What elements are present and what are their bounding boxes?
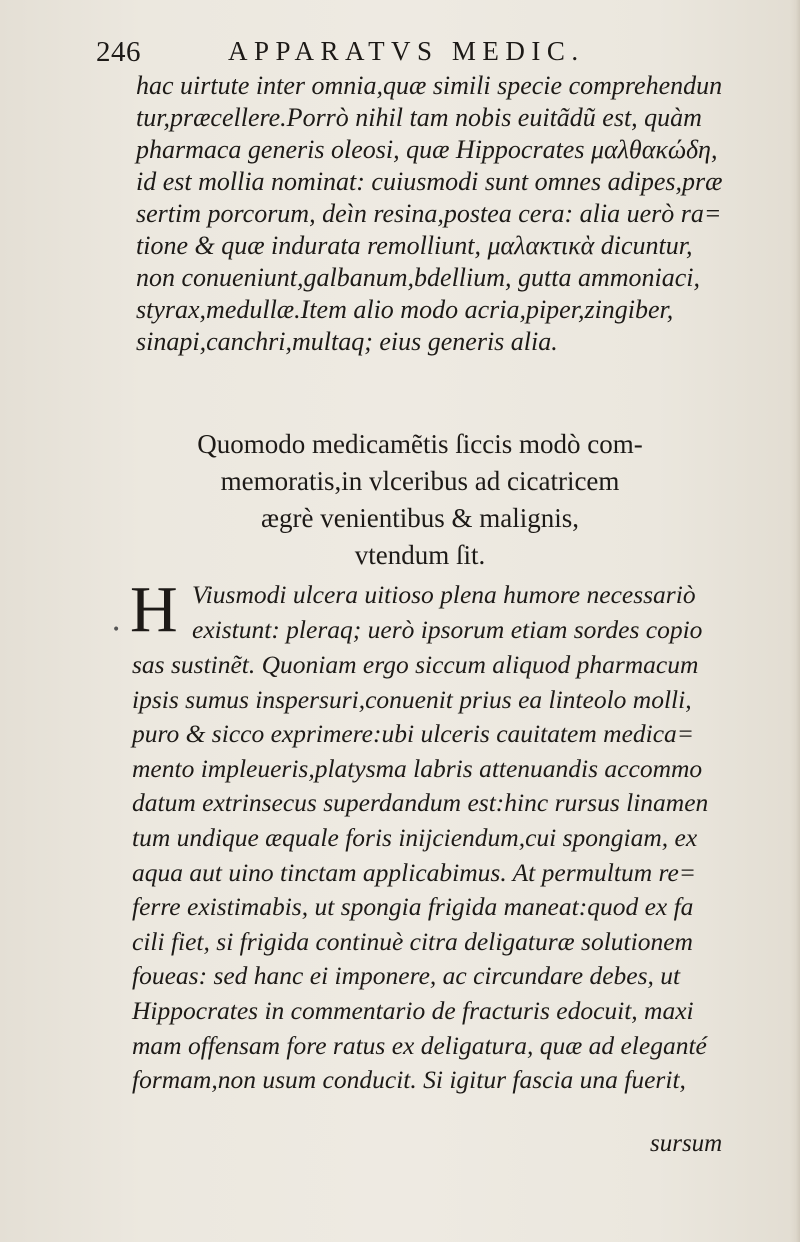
margin-mark: • [112, 622, 121, 638]
text-line: tur,præcellere.Porrò nihil tam nobis euitãdũ est, quàm [136, 103, 702, 132]
text-line: sinapi,canchri,multaq; eius generis alia. [136, 327, 558, 356]
text-line: Viusmodi ulcera uitioso plena humore necessariò [192, 580, 696, 609]
text-line: ferre existimabis, ut spongia frigida maneat:quod ex fa [132, 892, 694, 922]
text-line: sas sustinẽt. Quoniam ergo siccum aliquod pharmacum [132, 650, 699, 679]
text-line: sertim porcorum, deìn resina,postea cera: alia uerò ra= [136, 199, 722, 228]
text-line: mento impleueris,platysma labris attenuandis accommo [132, 753, 703, 783]
heading-line: ægrè venientibus & malignis, [261, 503, 579, 533]
text-line: ipsis sumus inspersuri,conuenit prius ea linteolo molli, [132, 684, 692, 714]
text-line: mam offensam fore ratus ex deligatura, quæ ad eleganté [132, 1030, 707, 1060]
text-line: existunt: pleraq; uerò ipsorum etiam sordes copio [192, 614, 703, 644]
text-line: aqua aut uino tinctam applicabimus. At permultum re= [132, 857, 697, 887]
page-edge-shadow [790, 0, 800, 1242]
text-line: styrax,medullæ.Item alio modo acria,piper,zingiber, [136, 295, 674, 324]
heading-line: memoratis,in vlceribus ad cicatricem [220, 466, 620, 496]
text-line: cili fiet, si frigida continuè citra deligaturæ solutionem [132, 926, 693, 956]
text-line: Hippocrates in commentario de fracturis edocuit, maxi [132, 995, 694, 1025]
text-line: non conueniunt,galbanum,bdellium, gutta ammoniaci, [136, 263, 701, 292]
top-paragraph [136, 70, 736, 358]
text-line: formam,non usum conducit. Si igitur fascia una fuerit, [132, 1065, 686, 1095]
text-line: id est mollia nominat: cuiusmodi sunt omnes adipes,præ [136, 167, 723, 196]
text-line: hac uirtute inter omnia,quæ simili specie comprehendun [136, 71, 723, 100]
heading-line: Quomodo medicamẽtis ſiccis modò com- [197, 429, 643, 459]
chapter-heading [120, 426, 720, 574]
body-opening-lines [192, 578, 752, 647]
running-head [96, 30, 696, 70]
text-line: tione & quæ indurata remolliunt, μαλακτικὰ dicuntur, [136, 231, 693, 260]
drop-cap: H [130, 573, 178, 646]
text-line: datum extrinsecus superdandum est:hinc rursus linamen [132, 788, 709, 818]
text-line: tum undique æquale foris inijciendum,cui spongiam, ex [132, 822, 698, 852]
catchword: sursum [650, 1130, 723, 1157]
page-number: 246 [96, 36, 141, 68]
body-paragraph [132, 648, 732, 1098]
text-line: pharmaca generis oleosi, quæ Hippocrates μαλθακώδη, [136, 135, 718, 164]
running-title: APPARATVS MEDIC. [228, 36, 585, 66]
text-line: puro & sicco exprimere:ubi ulceris cauitatem medica= [132, 719, 695, 749]
heading-line: vtendum ſit. [354, 540, 486, 570]
text-line: foueas: sed hanc ei imponere, ac circundare debes, ut [132, 961, 681, 991]
